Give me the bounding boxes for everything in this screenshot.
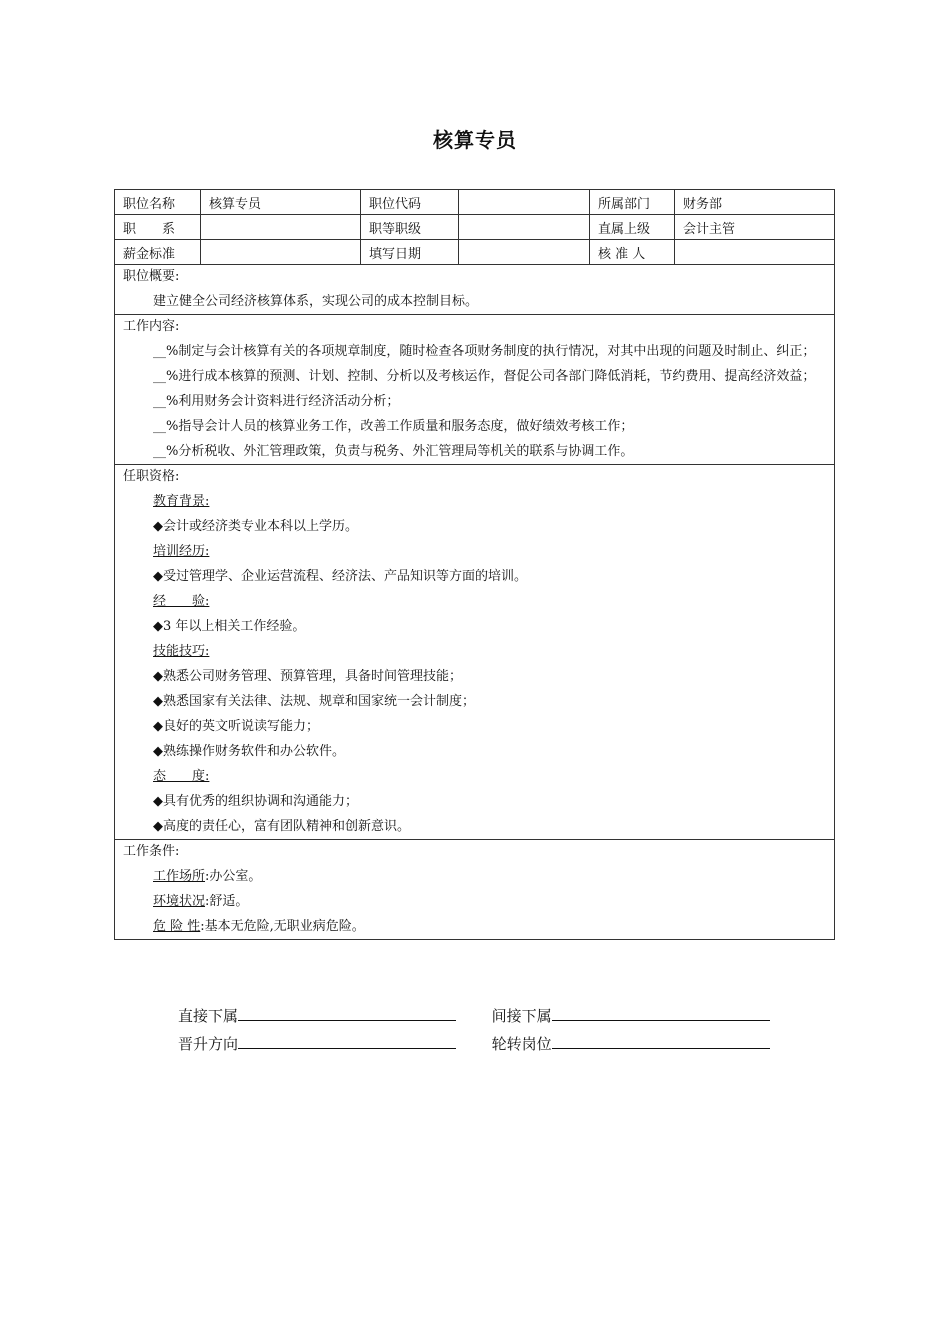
rotation-field[interactable] [552, 1033, 770, 1049]
qualifications-section [115, 465, 835, 840]
conditions-title: 工作条件: [123, 844, 180, 859]
duty-item: __%进行成本核算的预测、计划、控制、分析以及考核运作，督促公司各部门降低消耗，节约费用、提高经济效益； [153, 369, 816, 384]
skills-label: 技能技巧: [153, 644, 210, 659]
footer-row-2 [178, 1033, 770, 1054]
experience-heading [123, 589, 826, 614]
qualifications-title: 任职资格: [123, 469, 180, 484]
indirect-subordinate-label: 间接下属 [491, 1007, 552, 1025]
duties-title: 工作内容: [123, 319, 180, 334]
overview-section [115, 265, 835, 315]
label-job-family: 职 系 [115, 215, 201, 240]
duty-item: __%制定与会计核算有关的各项规章制度，随时检查各项财务制度的执行情况，对其中出现的问题及时制止、纠正； [153, 344, 816, 359]
condition-place [123, 864, 826, 889]
value-position-code [459, 190, 590, 215]
value-position-name: 核算专员 [201, 190, 361, 215]
document-title: 核算专员 [433, 128, 517, 152]
skill-item: ◆熟悉国家有关法律、法规、规章和国家统一会计制度； [153, 694, 475, 709]
value-salary [201, 240, 361, 265]
condition-risk [123, 914, 826, 939]
attitude-item: ◆高度的责任心，富有团队精神和创新意识。 [153, 819, 410, 834]
value-job-family [201, 215, 361, 240]
header-row-3 [115, 240, 835, 265]
header-row-2 [115, 215, 835, 240]
risk-value: :基本无危险,无职业病危险。 [200, 919, 365, 934]
skill-item: ◆熟练操作财务软件和办公软件。 [153, 744, 345, 759]
duty-item: __%利用财务会计资料进行经济活动分析； [153, 394, 400, 409]
direct-subordinate-label: 直接下属 [178, 1007, 239, 1025]
label-position-code: 职位代码 [361, 190, 459, 215]
training-label: 培训经历: [153, 544, 210, 559]
overview-row [115, 265, 835, 315]
footer-row-1 [178, 1005, 770, 1026]
education-heading [123, 489, 826, 514]
overview-title: 职位概要: [123, 269, 180, 284]
duties-row [115, 315, 835, 465]
label-fill-date: 填写日期 [361, 240, 459, 265]
attitude-item: ◆具有优秀的组织协调和沟通能力； [153, 794, 358, 809]
skills-heading [123, 639, 826, 664]
education-item: ◆会计或经济类专业本科以上学历。 [153, 519, 358, 534]
environment-value: :舒适。 [205, 894, 249, 909]
skill-item: ◆熟悉公司财务管理、预算管理，具备时间管理技能； [153, 669, 462, 684]
attitude-heading [123, 764, 826, 789]
experience-item: ◆3 年以上相关工作经验。 [153, 619, 306, 634]
label-position-name: 职位名称 [115, 190, 201, 215]
experience-label: 经 验: [153, 594, 210, 609]
training-item: ◆受过管理学、企业运营流程、经济法、产品知识等方面的培训。 [153, 569, 527, 584]
label-approver: 核 准 人 [590, 240, 675, 265]
label-department: 所属部门 [590, 190, 675, 215]
duty-item: __%指导会计人员的核算业务工作，改善工作质量和服务态度，做好绩效考核工作； [153, 419, 634, 434]
risk-label: 危 险 性 [153, 919, 201, 934]
skill-item: ◆良好的英文听说读写能力； [153, 719, 319, 734]
label-supervisor: 直属上级 [590, 215, 675, 240]
environment-label: 环境状况 [153, 894, 206, 909]
qualifications-row [115, 465, 835, 840]
indirect-subordinate-field[interactable] [552, 1005, 770, 1021]
label-salary: 薪金标准 [115, 240, 201, 265]
value-department: 财务部 [675, 190, 835, 215]
direct-subordinate-field[interactable] [238, 1005, 456, 1021]
value-grade [459, 215, 590, 240]
value-fill-date [459, 240, 590, 265]
value-approver [675, 240, 835, 265]
job-description-table [114, 189, 835, 940]
conditions-row [115, 840, 835, 940]
value-supervisor: 会计主管 [675, 215, 835, 240]
condition-environment [123, 889, 826, 914]
conditions-section [115, 840, 835, 940]
attitude-label: 态 度: [153, 769, 210, 784]
place-value: :办公室。 [205, 869, 262, 884]
label-grade: 职等职级 [361, 215, 459, 240]
promotion-field[interactable] [238, 1033, 456, 1049]
duty-item: __%分析税收、外汇管理政策，负责与税务、外汇管理局等机关的联系与协调工作。 [153, 444, 634, 459]
education-label: 教育背景: [153, 494, 210, 509]
place-label: 工作场所 [153, 869, 206, 884]
header-row-1 [115, 190, 835, 215]
training-heading [123, 539, 826, 564]
duties-section [115, 315, 835, 465]
promotion-label: 晋升方向 [178, 1035, 239, 1053]
overview-text: 建立健全公司经济核算体系，实现公司的成本控制目标。 [153, 294, 479, 309]
rotation-label: 轮转岗位 [491, 1035, 552, 1053]
